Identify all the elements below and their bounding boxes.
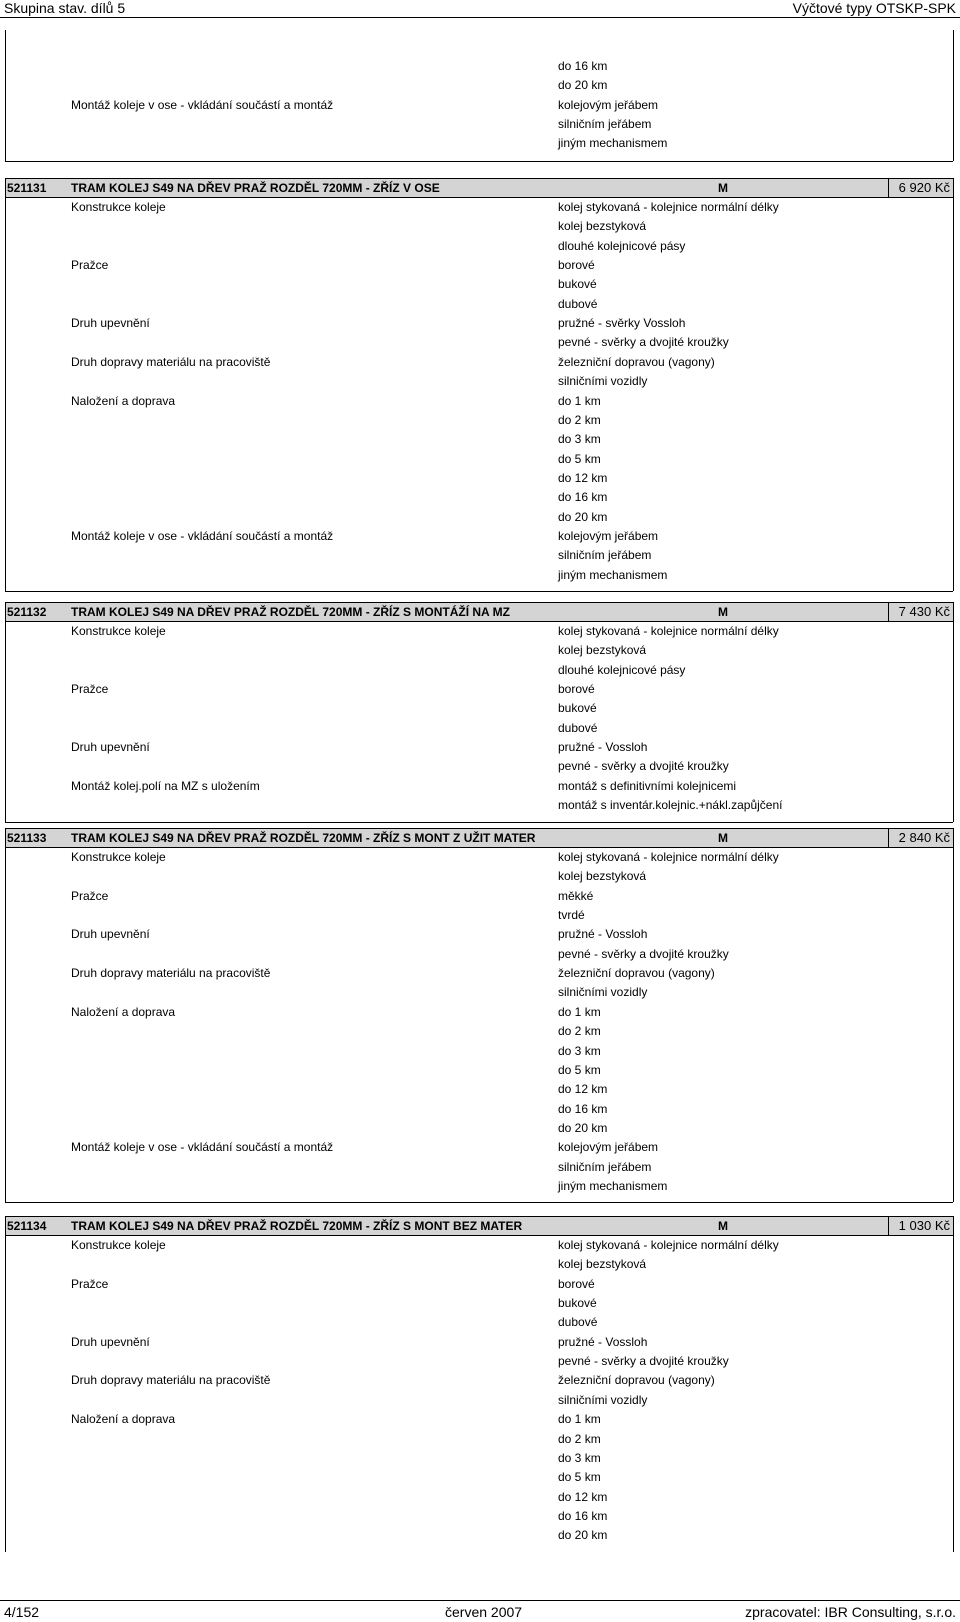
- section-left-border: [5, 178, 6, 591]
- row-value: do 12 km: [558, 470, 608, 485]
- row-value: kolej stykovaná - kolejnice normální délky: [558, 1238, 779, 1252]
- page-header-right: Výčtové typy OTSKP-SPK: [792, 0, 956, 16]
- row-value: do 16 km: [558, 1101, 608, 1116]
- price-divider: [888, 828, 889, 848]
- price-divider: [888, 1216, 889, 1236]
- section-left-border: [5, 30, 6, 161]
- row-value: do 20 km: [558, 1528, 608, 1543]
- row-value: kolejovým jeřábem: [558, 528, 659, 543]
- page-footer: [0, 1600, 960, 1622]
- row-value: borové: [558, 1276, 595, 1291]
- row-value: do 2 km: [558, 412, 601, 427]
- row-value: do 2 km: [558, 1024, 601, 1039]
- row-value: silničními vozidly: [558, 1392, 648, 1407]
- section-left-border: [5, 828, 6, 1202]
- section-left-border: [5, 602, 6, 822]
- row-value: do 5 km: [558, 451, 601, 466]
- row-value: do 16 km: [558, 490, 608, 505]
- footer-divider: [0, 1600, 960, 1601]
- footer-author: zpracovatel: IBR Consulting, s.r.o.: [745, 1604, 956, 1620]
- item-price: 2 840 Kč: [898, 830, 950, 845]
- row-label: Druh upevnění: [71, 1334, 150, 1349]
- item-unit: M: [718, 605, 728, 619]
- row-value: montáž s definitivními kolejnicemi: [558, 778, 737, 793]
- header-divider: [0, 17, 960, 18]
- row-value: kolejovým jeřábem: [558, 1140, 659, 1155]
- row-label: Montáž kolej.polí na MZ s uložením: [71, 778, 260, 793]
- row-label: Druh upevnění: [71, 740, 150, 755]
- item-unit: M: [718, 831, 728, 845]
- row-value: kolej stykovaná - kolejnice normální délky: [558, 624, 779, 638]
- row-value: jiným mechanismem: [558, 567, 668, 582]
- item-code: 521132: [7, 605, 47, 619]
- row-label: Naložení a doprava: [71, 1412, 176, 1427]
- item-code: 521134: [7, 1219, 47, 1233]
- row-value: kolejovým jeřábem: [558, 97, 659, 112]
- row-label: Druh dopravy materiálu na pracoviště: [71, 1373, 271, 1388]
- item-header-row: [5, 602, 953, 622]
- row-value: kolej bezstyková: [558, 219, 647, 234]
- row-label: Konstrukce koleje: [71, 200, 166, 214]
- row-value: silničním jeřábem: [558, 548, 652, 563]
- row-value: borové: [558, 258, 595, 273]
- item-price: 1 030 Kč: [898, 1218, 950, 1233]
- row-label: Montáž koleje v ose - vkládání součástí a montáž: [71, 1140, 334, 1155]
- row-label: Konstrukce koleje: [71, 624, 166, 638]
- row-value: do 16 km: [558, 1508, 608, 1523]
- row-value: pevné - svěrky a dvojité kroužky: [558, 1354, 729, 1369]
- row-value: borové: [558, 682, 595, 697]
- section-left-border: [5, 1216, 6, 1552]
- row-value: dlouhé kolejnicové pásy: [558, 238, 686, 253]
- row-value: do 3 km: [558, 1043, 601, 1058]
- row-value: do 20 km: [558, 78, 608, 93]
- item-header-row: [5, 178, 953, 198]
- row-value: železniční dopravou (vagony): [558, 354, 715, 369]
- row-value: dubové: [558, 1315, 598, 1330]
- item-code: 521131: [7, 181, 47, 195]
- item-title: TRAM KOLEJ S49 NA DŘEV PRAŽ ROZDĚL 720MM - ZŘÍZ S MONT Z UŽIT MATER: [71, 831, 536, 845]
- row-value: do 5 km: [558, 1062, 601, 1077]
- row-value: bukové: [558, 1296, 597, 1311]
- row-value: do 16 km: [558, 59, 608, 73]
- row-label: Pražce: [71, 682, 109, 697]
- row-value: tvrdé: [558, 908, 585, 923]
- row-label: Montáž koleje v ose - vkládání součástí a montáž: [71, 528, 334, 543]
- row-label: Naložení a doprava: [71, 393, 176, 408]
- row-value: dubové: [558, 296, 598, 311]
- row-label: Druh upevnění: [71, 927, 150, 942]
- row-label: Konstrukce koleje: [71, 1238, 166, 1252]
- row-value: železniční dopravou (vagony): [558, 1373, 715, 1388]
- page-number: 4/152: [4, 1604, 40, 1620]
- row-value: pružné - svěrky Vossloh: [558, 316, 686, 331]
- row-label: Montáž koleje v ose - vkládání součástí a montáž: [71, 97, 334, 112]
- row-label: Konstrukce koleje: [71, 850, 166, 864]
- row-value: jiným mechanismem: [558, 1178, 668, 1193]
- page-header-left: Skupina stav. dílů 5: [4, 0, 126, 16]
- row-value: dlouhé kolejnicové pásy: [558, 662, 686, 677]
- row-value: do 1 km: [558, 1004, 601, 1019]
- row-label: Druh upevnění: [71, 316, 150, 331]
- row-value: do 5 km: [558, 1470, 601, 1485]
- row-value: do 12 km: [558, 1082, 608, 1097]
- row-value: pevné - svěrky a dvojité kroužky: [558, 335, 729, 350]
- row-value: do 3 km: [558, 432, 601, 447]
- row-label: Druh dopravy materiálu na pracoviště: [71, 354, 271, 369]
- item-header-row: [5, 828, 953, 848]
- section-right-border: [953, 602, 954, 822]
- item-title: TRAM KOLEJ S49 NA DŘEV PRAŽ ROZDĚL 720MM - ZŘÍZ V OSE: [71, 181, 440, 195]
- section-right-border: [953, 30, 954, 161]
- item-code: 521133: [7, 831, 47, 845]
- row-value: kolej stykovaná - kolejnice normální délky: [558, 850, 779, 864]
- row-value: pružné - Vossloh: [558, 1334, 648, 1349]
- row-value: kolej bezstyková: [558, 643, 647, 658]
- row-label: Naložení a doprava: [71, 1004, 176, 1019]
- row-label: Pražce: [71, 888, 109, 903]
- footer-date: červen 2007: [445, 1604, 523, 1620]
- row-value: do 20 km: [558, 1120, 608, 1135]
- row-value: do 2 km: [558, 1431, 601, 1446]
- row-value: bukové: [558, 277, 597, 292]
- section-right-border: [953, 1216, 954, 1552]
- section-right-border: [953, 178, 954, 591]
- item-unit: M: [718, 1219, 728, 1233]
- section-bottom-border: [5, 1202, 953, 1203]
- section-bottom-border: [5, 822, 953, 823]
- row-value: do 1 km: [558, 1412, 601, 1427]
- row-label: Druh dopravy materiálu na pracoviště: [71, 966, 271, 981]
- row-label: Pražce: [71, 258, 109, 273]
- row-value: silničním jeřábem: [558, 117, 652, 132]
- section-bottom-border: [5, 591, 953, 592]
- row-value: silničním jeřábem: [558, 1159, 652, 1174]
- row-value: do 20 km: [558, 509, 608, 524]
- row-value: bukové: [558, 701, 597, 716]
- row-value: silničními vozidly: [558, 374, 648, 389]
- item-title: TRAM KOLEJ S49 NA DŘEV PRAŽ ROZDĚL 720MM - ZŘÍZ S MONTÁŽÍ NA MZ: [71, 605, 510, 619]
- section-right-border: [953, 828, 954, 1202]
- row-value: kolej bezstyková: [558, 869, 647, 884]
- row-value: do 3 km: [558, 1450, 601, 1465]
- row-value: kolej bezstyková: [558, 1257, 647, 1272]
- row-label: Pražce: [71, 1276, 109, 1291]
- item-unit: M: [718, 181, 728, 195]
- row-value: do 12 km: [558, 1489, 608, 1504]
- row-value: pevné - svěrky a dvojité kroužky: [558, 946, 729, 961]
- item-price: 6 920 Kč: [898, 180, 950, 195]
- row-value: pružné - Vossloh: [558, 740, 648, 755]
- item-title: TRAM KOLEJ S49 NA DŘEV PRAŽ ROZDĚL 720MM - ZŘÍZ S MONT BEZ MATER: [71, 1219, 523, 1233]
- row-value: železniční dopravou (vagony): [558, 966, 715, 981]
- item-header-row: [5, 1216, 953, 1236]
- row-value: montáž s inventár.kolejnic.+nákl.zapůjčení: [558, 798, 783, 813]
- section-bottom-border: [5, 161, 953, 162]
- row-value: pružné - Vossloh: [558, 927, 648, 942]
- row-value: kolej stykovaná - kolejnice normální délky: [558, 200, 779, 214]
- row-value: dubové: [558, 720, 598, 735]
- price-divider: [888, 178, 889, 198]
- row-value: do 1 km: [558, 393, 601, 408]
- row-value: pevné - svěrky a dvojité kroužky: [558, 759, 729, 774]
- item-price: 7 430 Kč: [898, 604, 950, 619]
- price-divider: [888, 602, 889, 622]
- row-value: měkké: [558, 888, 594, 903]
- row-value: silničními vozidly: [558, 985, 648, 1000]
- row-value: jiným mechanismem: [558, 136, 668, 151]
